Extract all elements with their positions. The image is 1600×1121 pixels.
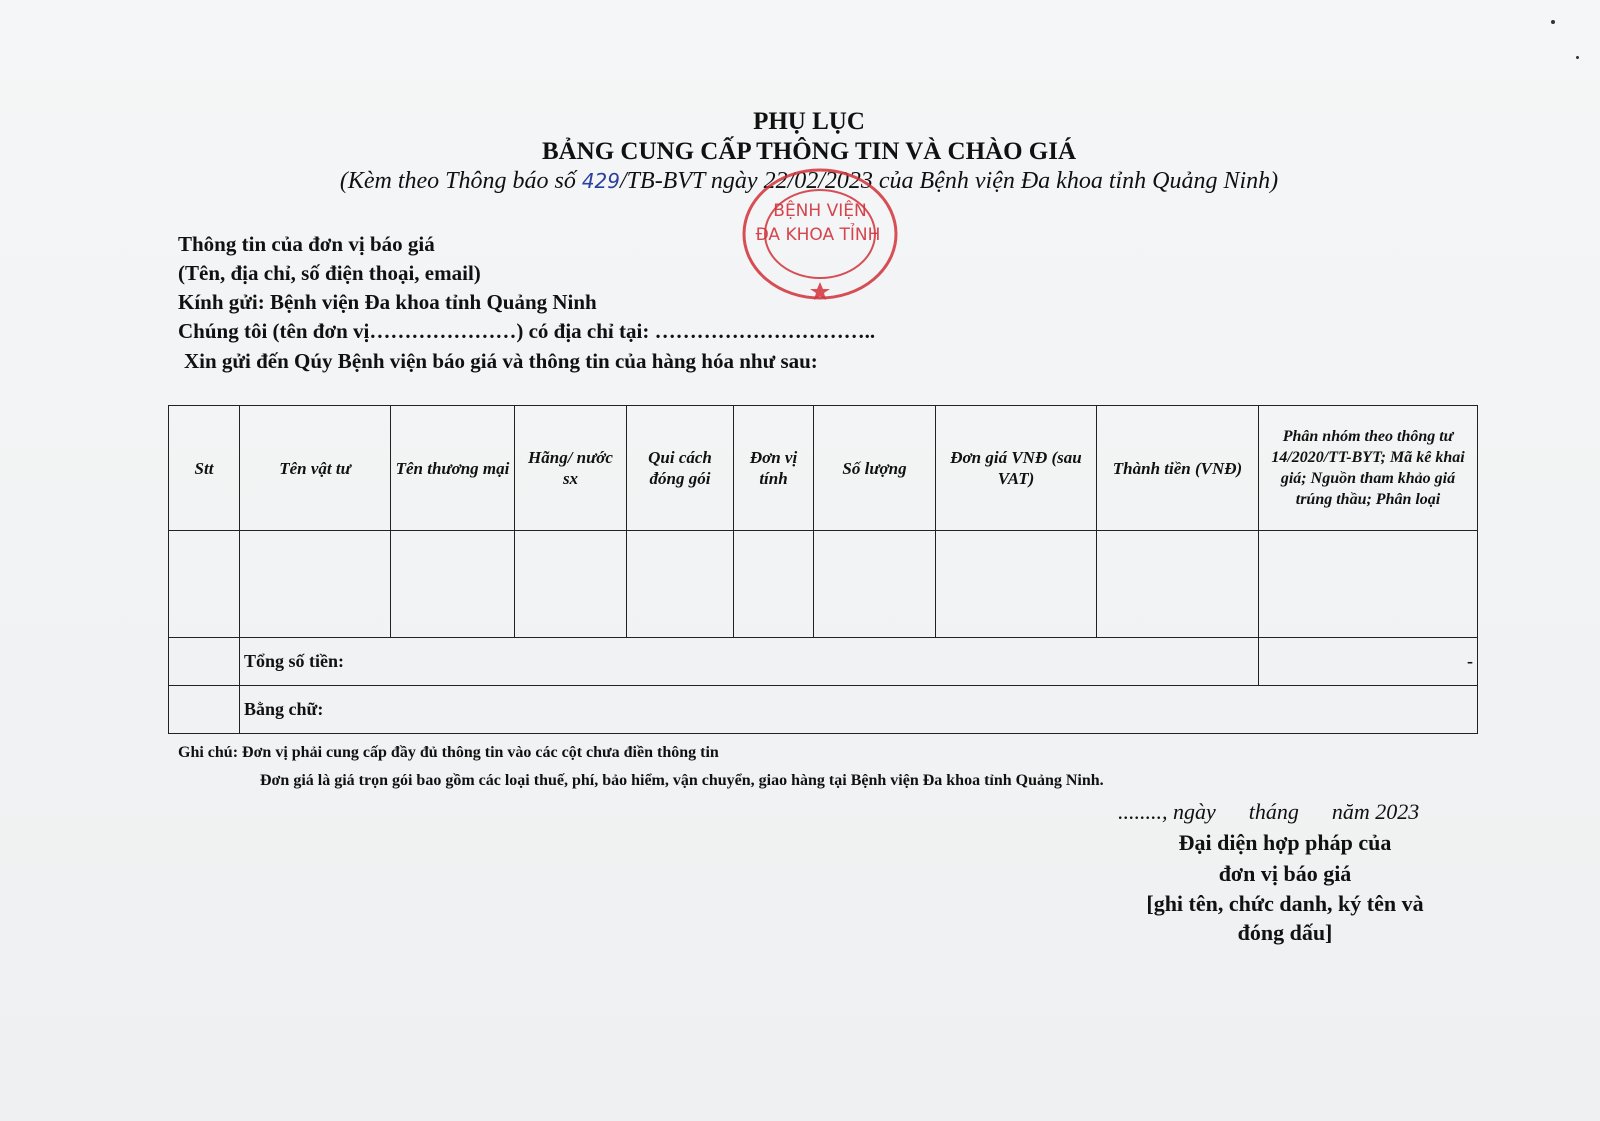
note-line-1: Ghi chú: Đơn vị phải cung cấp đầy đủ thông tin vào các cột chưa điền thông tin <box>178 744 719 761</box>
table-cell[interactable] <box>1259 531 1478 638</box>
col-classification: Phân nhóm theo thông tư 14/2020/TT-BYT; Mã kê khai giá; Nguồn tham khảo giá trúng thầu; Phân loại <box>1259 406 1478 531</box>
table-cell[interactable] <box>169 531 240 638</box>
request-line: Xin gửi đến Qúy Bệnh viện báo giá và thông tin của hàng hóa như sau: <box>184 349 818 373</box>
reference-suffix: /TB-BVT ngày 22/02/2023 của Bệnh viện Đa khoa tỉnh Quảng Ninh) <box>620 168 1279 194</box>
total-row <box>169 638 1478 686</box>
col-amount: Thành tiền (VNĐ) <box>1097 406 1259 531</box>
table-cell[interactable] <box>734 531 814 638</box>
table-cell[interactable] <box>627 531 734 638</box>
appendix-title: PHỤ LỤC <box>753 108 865 135</box>
form-title: BẢNG CUNG CẤP THÔNG TIN VÀ CHÀO GIÁ <box>541 138 1077 165</box>
stamp-line-1: BỆNH VIỆN <box>773 201 867 221</box>
col-manufacturer: Hãng/ nước sx <box>515 406 627 531</box>
supplier-info-heading: Thông tin của đơn vị báo giá <box>178 232 435 256</box>
amount-in-words-label[interactable]: Bằng chữ: <box>240 686 1478 734</box>
col-unit: Đơn vị tính <box>734 406 814 531</box>
quotation-table <box>168 405 1478 734</box>
total-value[interactable]: - <box>1259 638 1478 686</box>
table-header-row <box>169 406 1478 531</box>
table-cell[interactable] <box>240 531 391 638</box>
col-stt: Stt <box>169 406 240 531</box>
signature-line-3: [ghi tên, chức danh, ký tên và <box>1146 891 1424 916</box>
signature-line-1: Đại diện hợp pháp của <box>1178 830 1392 855</box>
scan-speck <box>1576 56 1579 59</box>
col-unit-price: Đơn giá VNĐ (sau VAT) <box>936 406 1097 531</box>
col-quantity: Số lượng <box>814 406 936 531</box>
signature-line-2: đơn vị báo giá <box>1218 861 1352 886</box>
table-cell <box>169 638 240 686</box>
reference-prefix: (Kèm theo Thông báo số <box>339 168 582 194</box>
stamp-line-2: ĐA KHOA TỈNH <box>755 225 881 245</box>
note-line-2: Đơn giá là giá trọn gói bao gồm các loại thuế, phí, bảo hiểm, vận chuyển, giao hàng tại Bệnh viện Đa khoa tỉnh Quảng Ninh. <box>260 772 1104 789</box>
table-row <box>169 531 1478 638</box>
col-packaging: Qui cách đóng gói <box>627 406 734 531</box>
scan-speck <box>1551 20 1555 24</box>
signature-line-4: đóng dấu] <box>1237 920 1333 945</box>
handwritten-number: 429 <box>581 169 621 193</box>
table-cell <box>169 686 240 734</box>
date-line: ........, ngày tháng năm 2023 <box>1118 799 1420 824</box>
table-cell[interactable] <box>391 531 515 638</box>
hospital-stamp <box>736 158 914 306</box>
col-trade-name: Tên thương mại <box>391 406 515 531</box>
supplier-info-hint: (Tên, địa chỉ, số điện thoại, email) <box>178 261 481 285</box>
table-cell[interactable] <box>1097 531 1259 638</box>
table-cell[interactable] <box>814 531 936 638</box>
total-label: Tổng số tiền: <box>240 638 1259 686</box>
col-item-name: Tên vật tư <box>240 406 391 531</box>
table-cell[interactable] <box>515 531 627 638</box>
addressee-line: Kính gửi: Bệnh viện Đa khoa tỉnh Quảng Ninh <box>178 290 597 314</box>
supplier-address-line: Chúng tôi (tên đơn vị…………………) có địa chỉ tại: ………………………….. <box>178 319 876 343</box>
amount-in-words-row <box>169 686 1478 734</box>
table-cell[interactable] <box>936 531 1097 638</box>
